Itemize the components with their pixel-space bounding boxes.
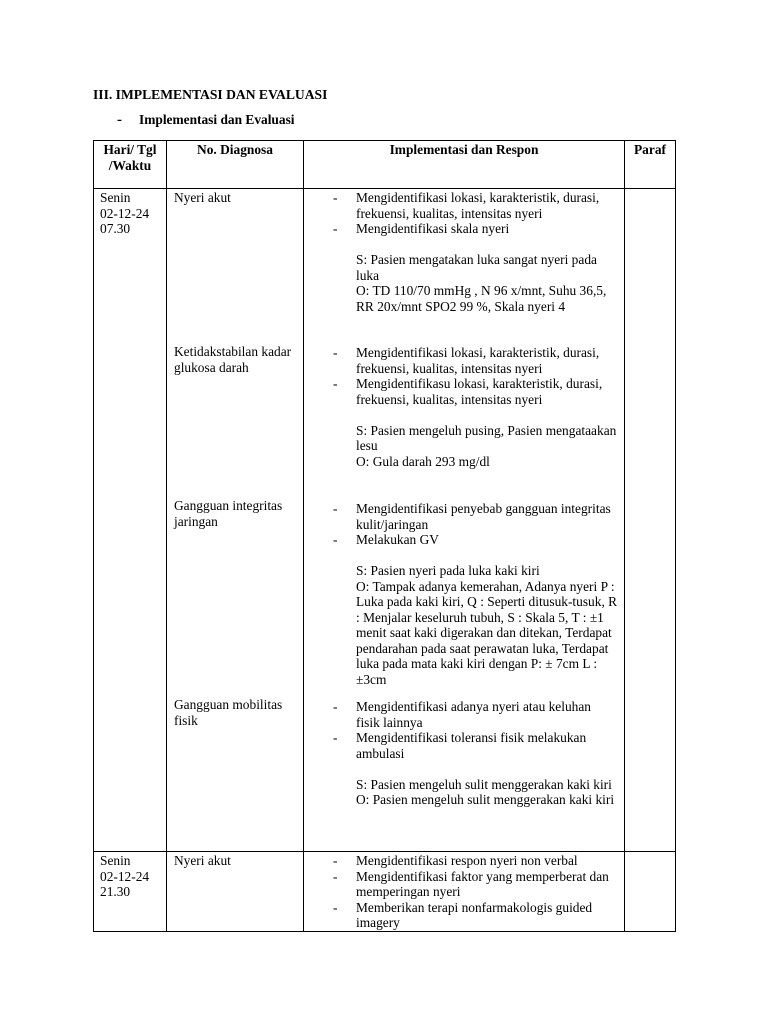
paraf-cell [625,852,676,932]
action-list [333,501,618,548]
action-list [333,190,618,237]
subjective-text: S: Pasien nyeri pada luka kaki kiri [356,563,540,578]
day-cell [94,189,167,852]
header-day: Hari/ Tgl /Waktu [94,141,167,189]
diagnosis-label: Nyeri akut [174,853,231,868]
subjective-text: S: Pasien mengeluh sulit menggerakan kaki kiri [356,776,612,792]
subheading-text: Implementasi dan Evaluasi [139,112,295,127]
day-label: Senin [100,190,131,205]
diagnosis-label: Nyeri akut [174,190,231,205]
implementation-cell [304,852,625,932]
response-block [356,777,618,808]
response-block [356,252,618,314]
objective-text: O: TD 110/70 mmHg , N 96 x/mnt, Suhu 36,5, RR 20x/mnt SPO2 99 %, Skala nyeri 4 [356,283,607,314]
response-block [356,423,618,470]
list-item: - Mengidentifikasi lokasi, karakteristik, durasi, frekuensi, kualitas, intensitas nyeri [333,190,600,221]
response-block [356,563,618,687]
list-item: - Mengidentifikasi faktor yang memperberat dan memperingan nyeri [333,868,609,899]
diagnosis-label: Ketidakstabilan kadar glukosa darah [174,344,292,375]
action-list [333,853,618,931]
list-item: - Mengidentifikasi lokasi, karakteristik, durasi, frekuensi, kualitas, intensitas nyeri [333,345,600,376]
list-item: - Mengidentifikasi penyebab gangguan integritas kulit/jaringan [333,501,611,532]
date-label: 02-12-24 [100,205,150,221]
time-label: 21.30 [100,884,131,899]
diagnosis-cell [167,189,304,852]
diagnosis-label: Gangguan mobilitas fisik [174,697,283,728]
table-row [94,852,676,932]
list-item: - Melakukan GV [333,532,439,547]
day-label: Senin [100,853,131,868]
section-heading: III. IMPLEMENTASI DAN EVALUASI [93,87,328,102]
objective-text: O: Pasien mengeluh sulit menggerakan kaki kiri [356,792,615,807]
header-diagnosis: No. Diagnosa [167,141,304,189]
action-list [333,699,618,761]
list-item: - Mengidentifikasi adanya nyeri atau keluhan fisik lainnya [333,699,591,730]
list-item: - Mengidentifikasi respon nyeri non verbal [333,853,578,868]
list-item: - Mengidentifikasu lokasi, karakteristik, durasi, frekuensi, kualitas, intensitas nyeri [333,376,603,407]
time-label: 07.30 [100,221,131,236]
subjective-text: S: Pasien mengeluh pusing, Pasien mengataakan lesu [356,422,617,453]
objective-text: O: Gula darah 293 mg/dl [356,453,490,469]
implementation-cell [304,189,625,852]
diagnosis-label: Gangguan integritas jaringan [174,498,283,529]
paraf-cell [625,189,676,852]
list-item: - Memberikan terapi nonfarmakologis guided imagery [333,899,593,930]
objective-text: O: Tampak adanya kemerahan, Adanya nyeri P : Luka pada kaki kiri, Q : Seperti ditusuk-tusuk, R : Menjalar keseluruh tubuh, S : Skala 5, T : ±1 menit saat kaki digerakan dan ditekan, Terdapat pendarahan pada saat perawatan luka, Terdapat luka pada mata kaki kiri dengan P: ± 7cm L : ±3cm [356,578,618,687]
subjective-text: S: Pasien mengatakan luka sangat nyeri pada luka [356,252,597,283]
table-row [94,189,676,852]
action-list [333,345,618,407]
list-item: - Mengidentifikasi toleransi fisik melakukan ambulasi [333,730,587,761]
header-implementation: Implementasi dan Respon [304,141,625,189]
list-item: - Mengidentifikasi skala nyeri [333,221,510,236]
date-label: 02-12-24 [100,868,150,884]
subheading-bullet: - [117,112,122,128]
subheading [117,112,295,129]
diagnosis-cell [167,852,304,932]
day-cell [94,852,167,932]
implementation-table [93,140,676,932]
header-paraf: Paraf [625,141,676,189]
